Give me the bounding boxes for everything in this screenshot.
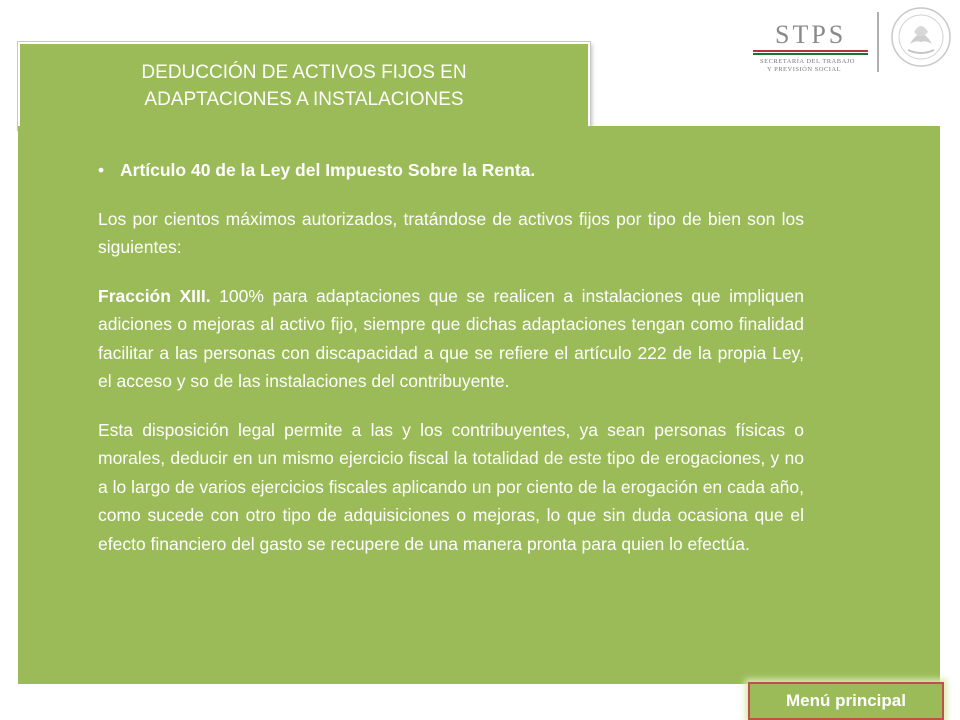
content-panel [18,126,940,684]
logo-subtitle-1: SECRETARÍA DEL TRABAJO [760,58,855,65]
mexico-seal-icon [890,6,952,68]
stps-logo [745,6,955,76]
bullet-text: Artículo 40 de la Ley del Impuesto Sobre la Renta. [120,160,536,180]
bullet-dot-icon: • [98,160,105,180]
logo-subtitle-2: Y PREVISIÓN SOCIAL [767,66,842,73]
paragraph-1: Los por cientos máximos autorizados, tratándose de activos fijos por tipo de bien son los siguientes: [98,208,804,257]
paragraph-2-lead: Fracción XIII. [98,285,211,306]
logo-green-bar [753,53,868,55]
title-box [18,42,590,130]
paragraph-2 [98,282,804,396]
logo-divider [877,12,879,72]
bullet-item [98,156,804,185]
main-menu-button[interactable]: Menú principal [748,682,944,720]
logo-red-bar [753,50,868,52]
title-line-1: DEDUCCIÓN DE ACTIVOS FIJOS EN [141,62,467,83]
paragraph-2-body: 100% para adaptaciones que se realicen a instalaciones que impliquen adiciones o mejoras al activo fijo, siempre que dichas adaptaciones tengan como finalidad facilitar a las personas con discapacidad a que se refiere el artículo 222 de la propia Ley, el acceso y so de las instalaciones del contribuyente. [98,285,804,391]
title-line-2: ADAPTACIONES A INSTALACIONES [144,89,464,110]
content-text [98,156,804,578]
paragraph-3: Esta disposición legal permite a las y los contribuyentes, ya sean personas físicas o morales, deducir en un mismo ejercicio fiscal la totalidad de este tipo de erogaciones, y no a lo largo de varios ejercicios fiscales aplicando un por ciento de la erogación en cada año, como sucede con otro tipo de adquisiciones o mejoras, lo que sin duda ocasiona que el efecto financiero del gasto se recupere de una manera pronta para quien lo efectúa. [98,419,804,554]
logo-wordmark: STPS [775,20,847,49]
slide-title [104,59,504,113]
